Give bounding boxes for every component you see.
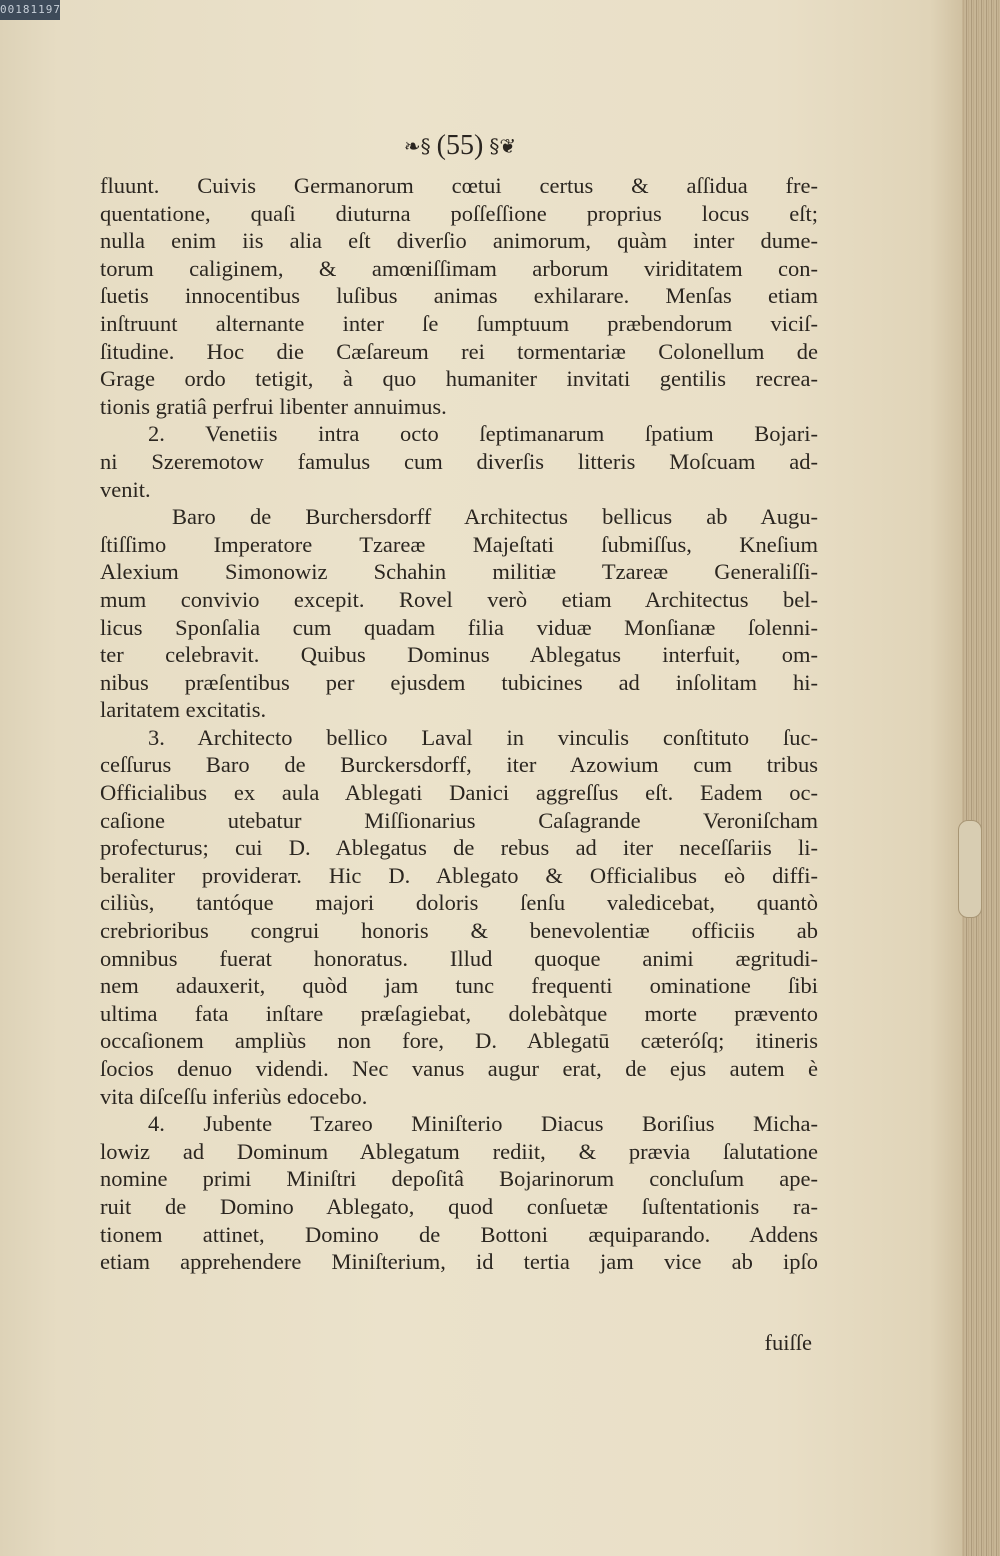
text-line: nibus præſentibus per ejusdem tubicines ad inſolitam hi- (100, 669, 818, 695)
text-line: tionem attinet, Domino de Bottoni æquiparando. Addens (100, 1221, 818, 1247)
text-line: omnibus fuerat honoratus. Illud quoque animi ægritudi- (100, 945, 818, 971)
text-line: laritatem excitatis. (100, 697, 267, 723)
running-header (370, 128, 550, 164)
text-line: ſocios denuo videndi. Nec vanus augur erat, de ejus autem è (100, 1056, 818, 1081)
text-line: ultima fata inſtare præſagiebat, dolebàtque morte prævento (100, 1000, 818, 1026)
ornament-left-icon: ❧§ (403, 134, 431, 158)
text-line: Officialibus ex aula Ablegati Danici aggreſſus eſt. Eadem oc- (100, 780, 818, 806)
text-line: fluunt. Cuivis Germanorum cœtui certus & aſſidua fre- (100, 173, 818, 198)
text-line: inſtruunt alternante inter ſe ſumptuum præbendorum viciſ- (100, 310, 818, 336)
text-line: ceſſurus Baro de Burckersdorff, iter Azowium cum tribus (100, 752, 818, 778)
text-line: ciliùs, tantóque majori doloris ſenſu valedicebat, quantò (100, 890, 818, 916)
text-line: venit. (100, 476, 151, 502)
text-line: vita diſceſſu inferiùs edocebo. (100, 1083, 368, 1109)
text-line: etiam apprehendere Miniſterium, id tertia jam vice ab ipſo (100, 1249, 818, 1275)
catchword: fuiſſe (764, 1330, 812, 1355)
page-number: (55) (436, 130, 484, 161)
text-line: ter celebravit. Quibus Dominus Ablegatus interfuit, om- (100, 642, 818, 668)
text-line: ruit de Domino Ablegato, quod conſuetæ ſuſtentationis ra- (100, 1193, 818, 1219)
text-line: mum convivio excepit. Rovel verò etiam Architectus bel- (100, 586, 818, 612)
text-line: occaſionem ampliùs non fore, D. Ablegatū cæteróſq; itineris (100, 1028, 818, 1054)
text-line: Baro de Burchersdorff Architectus bellicus ab Augu- (172, 504, 818, 530)
text-line: ſitudine. Hoc die Cæſareum rei tormentariæ Colonellum de (100, 338, 818, 364)
text-line: ſtiſſimo Imperatore Tzareæ Majeſtati ſubmiſſus, Kneſium (100, 531, 818, 557)
text-line: Grage ordo tetigit, à quo humaniter invitati gentilis recrea- (100, 366, 818, 392)
text-line: 3. Architecto bellico Laval in vinculis conſtituto ſuc- (148, 724, 818, 750)
text-line: lowiz ad Dominum Ablegatum rediit, & prævia ſalutatione (100, 1138, 818, 1164)
text-line: Alexium Simonowiz Schahin militiæ Tzareæ Generaliſſi- (100, 559, 818, 585)
text-line: nem adauxerit, quòd jam tunc frequenti ominatione ſibi (100, 973, 818, 999)
text-line: quentatione, quaſi diuturna poſſeſſione proprius locus eſt; (100, 200, 818, 226)
text-line: profecturus; cui D. Ablegatus de rebus ad iter neceſſariis li- (100, 835, 818, 861)
text-line: ni Szeremotow famulus cum diverſis litteris Moſcuam ad- (100, 448, 818, 474)
scan-id-tag: 00181197 (0, 0, 60, 20)
ornament-right-icon: §❦ (489, 134, 517, 158)
text-line: 4. Jubente Tzareo Miniſterio Diacus Boriſius Micha- (148, 1111, 818, 1137)
text-line: licus Sponſalia cum quadam filia viduæ Monſianæ ſolenni- (100, 614, 818, 640)
text-line: tionis gratiâ perfrui libenter annuimus. (100, 393, 447, 419)
text-line: caſione utebatur Miſſionarius Caſagrande Veroniſcham (100, 807, 818, 833)
text-line: 2. Venetiis intra octo ſeptimanarum ſpatium Bojari- (148, 421, 818, 447)
body-text (100, 172, 818, 1276)
text-line: crebrioribus congrui honoris & benevolentiæ officiis ab (100, 918, 818, 944)
text-line: torum caliginem, & amœniſſimam arborum viriditatem con- (100, 255, 818, 281)
text-line: nulla enim iis alia eſt diverſio animorum, quàm inter dume- (100, 228, 818, 254)
text-line: ſuetis innocentibus luſibus animas exhilarare. Menſas etiam (100, 283, 818, 309)
page-stack-edge (962, 0, 1000, 1556)
text-line: nomine primi Miniſtri depoſitâ Bojarinorum concluſum ape- (100, 1166, 818, 1192)
page-clip (958, 820, 982, 918)
text-line: beraliter provideraт. Hic D. Ablegato & Officialibus eò diffi- (100, 862, 818, 888)
